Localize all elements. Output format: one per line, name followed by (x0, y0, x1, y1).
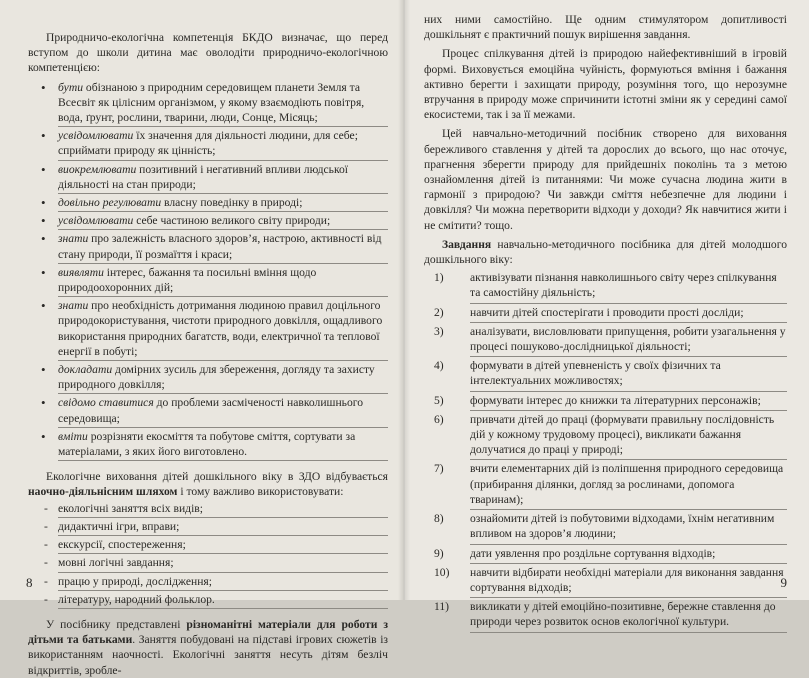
list-item: - мовні логічні завдання; (58, 554, 388, 572)
list-item: • докладати домірних зусиль для збереження, догляду та захисту природного довкілля; (58, 361, 388, 394)
list-item: 5) формувати інтерес до книжки та літературних персонажів; (470, 392, 787, 411)
list-item: 9) дати уявлення про роздільне сортування відходів; (470, 545, 787, 564)
list-item: 3) аналізувати, висловлювати припущення, робити узагальнення у процесі пошуково-дослідницької діяльності; (470, 323, 787, 357)
tasks-heading-paragraph: Завдання навчально-методичного посібника для дітей молодшого дошкільного віку: (424, 237, 787, 267)
list-item: • виокремлювати позитивний і негативний впливи людської діяльності на стан природи; (58, 161, 388, 194)
list-item: 6) привчати дітей до праці (формувати правильну послідовність дій у кожному трудовому процесі), викликати бажання долучатися до праці у природі; (470, 411, 787, 461)
list-item: • знати про необхідність дотримання людиною правил доцільного природокористування, чистоти природного довкілля, ощадливого використання природних багатств, води, електричної та теплової енергії в побуті; (58, 297, 388, 361)
page-number-left: 8 (26, 575, 33, 590)
list-item: 7) вчити елементарних дій із поліпшення природного середовища (прибирання ділянки, догляд за рослинами, допомога тваринам); (470, 460, 787, 510)
play-paragraph: Процес спілкування дітей із природою найефективніший в ігровій формі. Виховується емоційна чуйність, формуються вміння і бажання активно берегти і захищати природу, розуміння того, що нерозумне втручання в природу може спричинити істотні зміни як у середині самої екосистеми, так і за її межами. (424, 47, 787, 122)
list-item: • вміти розрізняти екосміття та побутове сміття, сортувати за матеріалами, з яких його виготовлено. (58, 428, 388, 461)
list-item: 2) навчити дітей спостерігати і проводити прості досліди; (470, 304, 787, 323)
list-item: - дидактичні ігри, вправи; (58, 518, 388, 536)
list-item: • довільно регулювати власну поведінку в природі; (58, 194, 388, 212)
list-item: - працю у природі, дослідження; (58, 573, 388, 591)
methods-list (28, 500, 388, 609)
list-item: - екологічні заняття всіх видів; (58, 500, 388, 518)
continued-paragraph: них ними самостійно. Ще одним стимулятором допитливості дошкільнят є практичний пошук вирішення завдання. (424, 13, 787, 42)
list-item: • усвідомлювати себе частиною великого світу природи; (58, 212, 388, 230)
list-item: 4) формувати в дітей упевненість у своїх фізичних та інтелектуальних можливостях; (470, 357, 787, 391)
purpose-paragraph: Цей навчально-методичний посібник створено для виховання бережливого ставлення у дітей та дорослих до всього, що нас оточує, прагнення зберегти природу для прийдешніх поколінь та з метою ознайомлення дітей із питаннями: Чи може сучасна людина жити в гармонії з природою? Чи завжди сміття небезпечне для людини і довкілля? Чи можна перетворити відходи у доходи? Як навчитися жити і не смітити? тощо. (424, 127, 787, 232)
intro-paragraph: Природничо-екологічна компетенція БКДО визначає, що перед вступом до школи дитина має оволодіти природничо-екологічною компетенцією: (28, 31, 388, 75)
list-item: 11) викликати у дітей емоційно-позитивне, бережне ставлення до природи через розвиток основ екологічної культури. (470, 598, 787, 632)
list-item: • усвідомлювати їх значення для діяльності людини, для себе; сприймати природу як цінність; (58, 127, 388, 160)
method-paragraph: Екологічне виховання дітей дошкільного віку в ЗДО відбувається наочно-діяльнісним шляхом і тому важливо використовувати: (28, 470, 388, 499)
book-gutter (398, 0, 410, 600)
left-page (0, 0, 404, 677)
list-item: • свідомо ставитися до проблеми засміченості навколишнього середовища; (58, 394, 388, 427)
materials-paragraph: У посібнику представлені різноманітні матеріали для роботи з дітьми та батьками. Заняття побудовані на підставі ігрових сюжетів із використанням наочності. Екологічні заняття несуть дітям безліч відкриттів, зробле- (28, 617, 388, 677)
tasks-list (424, 269, 787, 632)
list-item: • бути обізнаною з природним середовищем планети Земля та Всесвіт як цілісним організмом, у якому взаємодіють повітря, вода, ґрунт, рослини, тварини, люди, Сонце, Місяць; (58, 79, 388, 128)
list-item: 8) ознайомити дітей із побутовими відходами, їхнім негативним впливом на здоров’я людини; (470, 510, 787, 544)
list-item: 1) активізувати пізнання навколишнього світу через спілкування та самостійну діяльність; (470, 269, 787, 303)
right-page (404, 0, 809, 629)
list-item: - літературу, народний фольклор. (58, 591, 388, 609)
list-item: • знати про залежність власного здоров’я, настрою, активності від стану природи, її розмаїття і краси; (58, 230, 388, 263)
list-item: - екскурсії, спостереження; (58, 536, 388, 554)
competence-list (28, 79, 388, 462)
list-item: • виявляти інтерес, бажання та посильні вміння щодо природоохоронних дій; (58, 264, 388, 297)
list-item: 10) навчити відбирати необхідні матеріали для виконання завдання сортування відходів; (470, 564, 787, 598)
page-number-right: 9 (780, 575, 787, 590)
